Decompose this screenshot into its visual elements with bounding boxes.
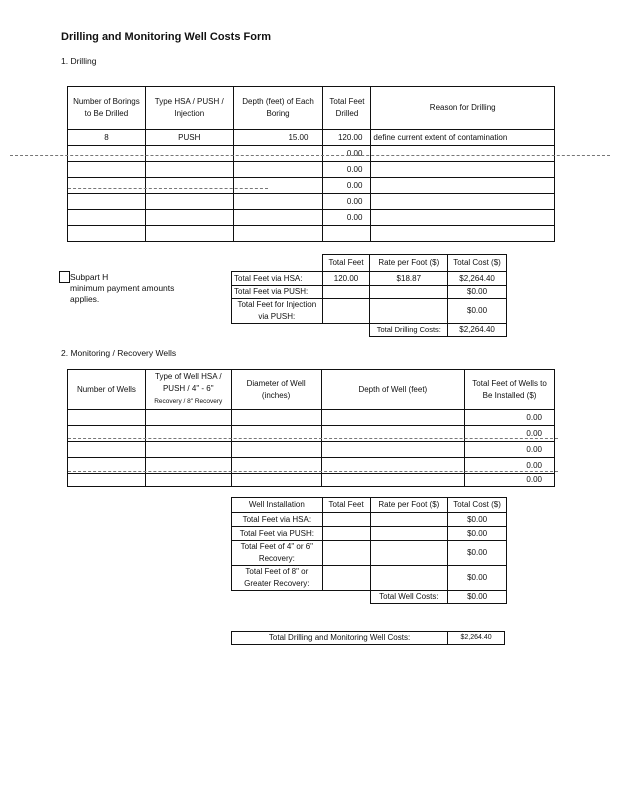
wells-cost-label-recovery-4-6: Total Feet of 4" or 6" Recovery: — [232, 541, 323, 566]
wells-cell[interactable] — [321, 410, 465, 426]
drilling-cell[interactable] — [145, 210, 233, 226]
drilling-row — [68, 146, 555, 162]
drilling-cell[interactable] — [68, 210, 146, 226]
drilling-cell: 0.00 — [323, 210, 371, 226]
drilling-cost-row — [232, 286, 507, 299]
drilling-row — [68, 210, 555, 226]
wells-cell[interactable] — [145, 426, 231, 442]
wells-cost-table — [231, 497, 507, 604]
drilling-cell[interactable]: PUSH — [145, 130, 233, 146]
drilling-cost-header-feet: Total Feet — [322, 255, 370, 272]
drilling-cell[interactable] — [68, 178, 146, 194]
wells-cost-header-cost: Total Cost ($) — [448, 498, 507, 513]
wells-cell[interactable] — [321, 426, 465, 442]
wells-total-label: Total Well Costs: — [370, 591, 448, 604]
wells-cell[interactable] — [68, 442, 146, 458]
drilling-cell[interactable] — [371, 146, 555, 162]
wells-cell: 0.00 — [465, 442, 555, 458]
wells-cost-rate-push[interactable] — [370, 527, 448, 541]
scan-artifact-line — [10, 155, 610, 156]
drilling-cell — [323, 226, 371, 242]
drilling-total-label: Total Drilling Costs: — [370, 324, 448, 337]
drilling-cost-header-rate: Rate per Foot ($) — [370, 255, 448, 272]
drilling-cost-total-injection: $0.00 — [448, 299, 507, 324]
wells-cost-header-feet: Total Feet — [322, 498, 370, 513]
wells-header-type-line2: Recovery / 8" Recovery — [154, 398, 223, 405]
drilling-total-value: $2,264.40 — [448, 324, 507, 337]
drilling-header-type: Type HSA / PUSH / Injection — [145, 87, 233, 130]
grand-total-label: Total Drilling and Monitoring Well Costs: — [232, 632, 448, 645]
drilling-cost-feet-injection[interactable] — [322, 299, 370, 324]
wells-total-blank — [322, 591, 370, 604]
drilling-cost-rate-push[interactable] — [370, 286, 448, 299]
wells-cell[interactable] — [145, 474, 231, 487]
drilling-table — [67, 86, 555, 242]
drilling-total-blank — [232, 324, 323, 337]
wells-cost-total-hsa: $0.00 — [448, 513, 507, 527]
drilling-row — [68, 226, 555, 242]
wells-row — [68, 442, 555, 458]
drilling-cell[interactable] — [145, 162, 233, 178]
subpart-h-note: minimum payment amounts applies. — [70, 283, 175, 304]
drilling-cell[interactable] — [145, 194, 233, 210]
drilling-cell[interactable] — [371, 162, 555, 178]
drilling-cost-header-cost: Total Cost ($) — [448, 255, 507, 272]
wells-cost-rate-hsa[interactable] — [370, 513, 448, 527]
wells-header-type — [145, 370, 231, 410]
wells-row — [68, 410, 555, 426]
drilling-cost-total-push: $0.00 — [448, 286, 507, 299]
wells-cell[interactable] — [68, 426, 146, 442]
drilling-section-label: 1. Drilling — [61, 56, 97, 66]
wells-row — [68, 474, 555, 487]
drilling-cost-label-push: Total Feet via PUSH: — [232, 286, 323, 299]
drilling-cost-table — [231, 254, 507, 337]
drilling-cell[interactable]: define current extent of contamination — [371, 130, 555, 146]
scan-artifact-line — [68, 471, 558, 472]
wells-cost-row — [232, 566, 507, 591]
drilling-cell: 0.00 — [323, 146, 371, 162]
drilling-cell[interactable] — [145, 178, 233, 194]
wells-cell: 0.00 — [465, 410, 555, 426]
wells-header-count: Number of Wells — [68, 370, 146, 410]
wells-section-label: 2. Monitoring / Recovery Wells — [61, 348, 177, 358]
drilling-cell[interactable] — [68, 194, 146, 210]
wells-cost-header-installation: Well Installation — [232, 498, 323, 513]
drilling-header-borings: Number of Borings to Be Drilled — [68, 87, 146, 130]
drilling-row — [68, 178, 555, 194]
drilling-cost-label-injection: Total Feet for Injection via PUSH: — [232, 299, 323, 324]
wells-header-diameter: Diameter of Well (inches) — [231, 370, 321, 410]
scan-artifact-line — [68, 188, 268, 189]
drilling-cell[interactable] — [233, 162, 323, 178]
wells-cell: 0.00 — [465, 474, 555, 487]
drilling-cost-total-hsa: $2,264.40 — [448, 272, 507, 286]
wells-cell[interactable] — [231, 442, 321, 458]
subpart-h-label: Subpart H — [70, 272, 109, 282]
wells-header-depth: Depth of Well (feet) — [321, 370, 465, 410]
wells-cost-row — [232, 513, 507, 527]
drilling-header-reason: Reason for Drilling — [371, 87, 555, 130]
wells-cell: 0.00 — [465, 458, 555, 474]
wells-total-value: $0.00 — [448, 591, 507, 604]
wells-cell[interactable] — [231, 410, 321, 426]
wells-cost-label-push: Total Feet via PUSH: — [232, 527, 323, 541]
wells-cost-feet-recovery-4-6[interactable] — [322, 541, 370, 566]
drilling-cell[interactable] — [233, 194, 323, 210]
drilling-cost-row — [232, 299, 507, 324]
wells-cell[interactable] — [321, 474, 465, 487]
wells-cell[interactable] — [68, 474, 146, 487]
wells-cost-feet-recovery-8[interactable] — [322, 566, 370, 591]
wells-header-total: Total Feet of Wells to Be Installed ($) — [465, 370, 555, 410]
wells-table — [67, 369, 555, 487]
drilling-cell[interactable] — [371, 226, 555, 242]
wells-cost-feet-push[interactable] — [322, 527, 370, 541]
drilling-cost-feet-hsa[interactable]: 120.00 — [322, 272, 370, 286]
wells-row — [68, 426, 555, 442]
drilling-cost-rate-injection[interactable] — [370, 299, 448, 324]
drilling-cost-rate-hsa[interactable]: $18.87 — [370, 272, 448, 286]
drilling-cell[interactable] — [68, 146, 146, 162]
wells-cell[interactable] — [231, 426, 321, 442]
drilling-total-blank — [322, 324, 370, 337]
grand-total-table — [231, 631, 505, 645]
wells-cell[interactable] — [231, 474, 321, 487]
drilling-cost-row — [232, 272, 507, 286]
wells-cost-header-rate: Rate per Foot ($) — [370, 498, 448, 513]
wells-cost-total-recovery-4-6: $0.00 — [448, 541, 507, 566]
drilling-cost-feet-push[interactable] — [322, 286, 370, 299]
wells-cost-row — [232, 527, 507, 541]
wells-cost-total-push: $0.00 — [448, 527, 507, 541]
subpart-h-checkbox[interactable] — [59, 271, 70, 283]
drilling-cell[interactable] — [68, 162, 146, 178]
wells-cost-rate-recovery-4-6[interactable] — [370, 541, 448, 566]
drilling-cell[interactable] — [233, 146, 323, 162]
drilling-cell[interactable] — [371, 178, 555, 194]
drilling-row — [68, 194, 555, 210]
scan-artifact-line — [68, 438, 558, 439]
drilling-row — [68, 130, 555, 146]
drilling-cell[interactable] — [145, 226, 233, 242]
wells-cell: 0.00 — [465, 426, 555, 442]
wells-header-type-line1: Type of Well HSA / PUSH / 4" - 6" — [155, 372, 222, 393]
drilling-row — [68, 162, 555, 178]
drilling-cost-header-blank — [232, 255, 323, 272]
wells-cell[interactable] — [321, 442, 465, 458]
drilling-cell: 0.00 — [323, 178, 371, 194]
drilling-cell[interactable] — [371, 210, 555, 226]
drilling-cell[interactable] — [371, 194, 555, 210]
drilling-cell[interactable]: 15.00 — [233, 130, 323, 146]
form-title: Drilling and Monitoring Well Costs Form — [61, 31, 272, 43]
wells-cell[interactable] — [68, 410, 146, 426]
drilling-cost-label-hsa: Total Feet via HSA: — [232, 272, 323, 286]
drilling-header-depth: Depth (feet) of Each Boring — [233, 87, 323, 130]
grand-total-value: $2,264.40 — [448, 632, 505, 645]
drilling-cell: 0.00 — [323, 162, 371, 178]
drilling-cell[interactable] — [68, 226, 146, 242]
wells-cell[interactable] — [145, 442, 231, 458]
wells-cost-rate-recovery-8[interactable] — [370, 566, 448, 591]
drilling-header-total-feet: Total Feet Drilled — [323, 87, 371, 130]
wells-cell[interactable] — [145, 410, 231, 426]
drilling-cell: 0.00 — [323, 194, 371, 210]
drilling-cell: 120.00 — [323, 130, 371, 146]
wells-total-blank — [232, 591, 323, 604]
wells-cost-feet-hsa[interactable] — [322, 513, 370, 527]
wells-cost-row — [232, 541, 507, 566]
wells-cost-label-hsa: Total Feet via HSA: — [232, 513, 323, 527]
wells-cost-label-recovery-8: Total Feet of 8" or Greater Recovery: — [232, 566, 323, 591]
drilling-cell[interactable]: 8 — [68, 130, 146, 146]
drilling-cell[interactable] — [233, 226, 323, 242]
drilling-cell[interactable] — [145, 146, 233, 162]
wells-cost-total-recovery-8: $0.00 — [448, 566, 507, 591]
drilling-cell[interactable] — [233, 178, 323, 194]
drilling-cell[interactable] — [233, 210, 323, 226]
